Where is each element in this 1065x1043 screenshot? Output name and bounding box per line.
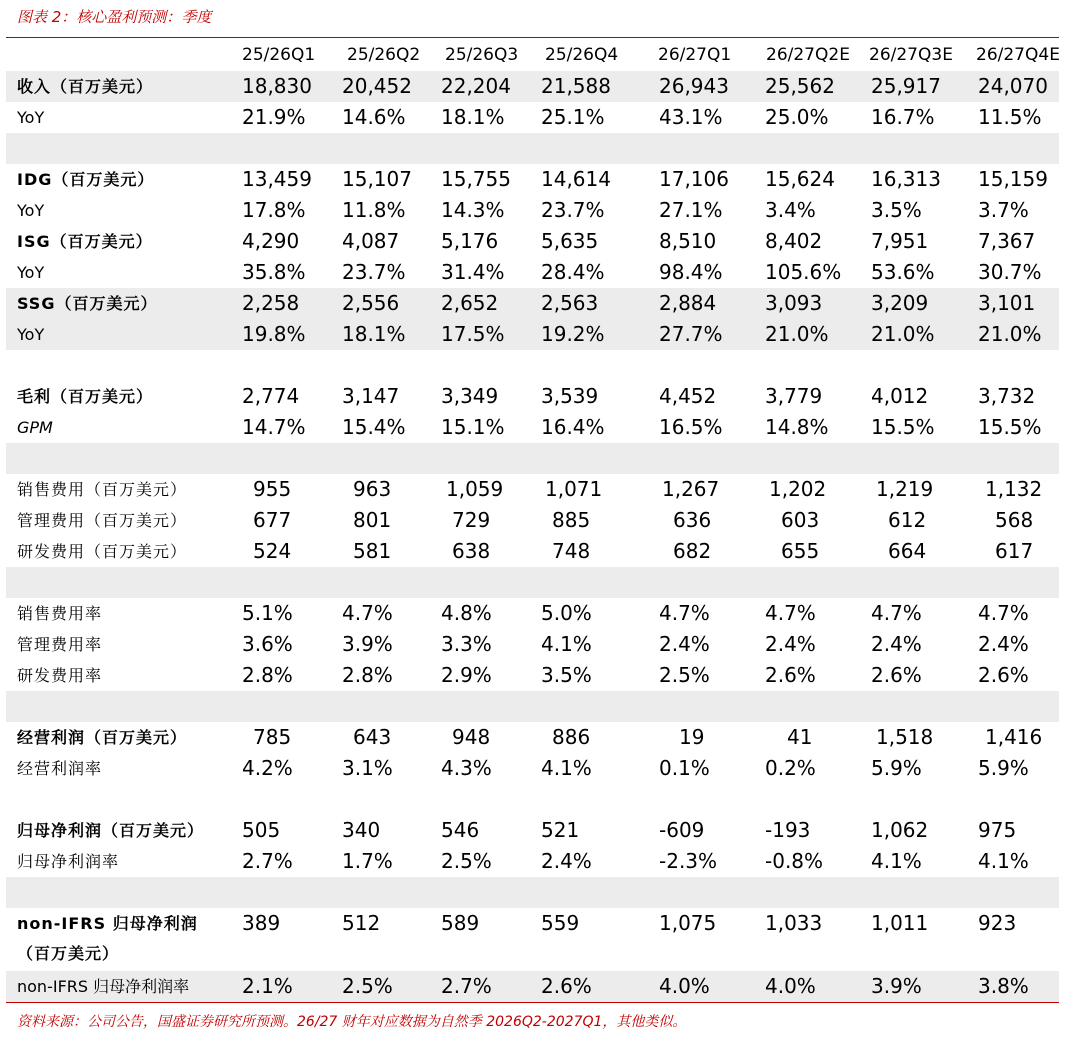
value-cell: 1,075 — [659, 911, 717, 935]
value-cell: 612 — [888, 508, 927, 532]
row-label: SSG（百万美元） — [6, 288, 224, 319]
value-cell: 18,830 — [224, 71, 324, 102]
value-cell: 1,062 — [871, 818, 929, 842]
forecast-table — [6, 40, 1059, 1002]
value-cell: 4.1% — [541, 756, 592, 780]
column-header: 26/27Q1 — [658, 45, 732, 65]
value-cell: 1,416 — [985, 725, 1043, 749]
value-cell: 4.8% — [441, 601, 492, 625]
value-cell: 30.7% — [978, 260, 1042, 284]
value-cell: 4.7% — [871, 601, 922, 625]
row-label: 经营利润率 — [17, 759, 103, 778]
source-note: 资料来源：公司公告，国盛证券研究所预测。26/27 财年对应数据为自然季 2026Q2-2027Q1，其他类似。 — [17, 1014, 687, 1030]
value-cell: 27.7% — [635, 319, 743, 350]
table-row — [6, 753, 1059, 784]
value-cell: 23.7% — [541, 198, 605, 222]
value-cell: 20,452 — [324, 71, 423, 102]
value-cell: 4,012 — [871, 384, 929, 408]
value-cell: 4,087 — [342, 229, 400, 253]
value-cell: 4.7% — [659, 601, 710, 625]
value-cell: 4.1% — [871, 849, 922, 873]
table-row — [6, 164, 1059, 195]
column-header: 25/26Q1 — [242, 45, 316, 65]
value-cell: 22,204 — [423, 71, 523, 102]
value-cell: 16.7% — [871, 105, 935, 129]
value-cell: 2,652 — [423, 288, 523, 319]
value-cell: 1,518 — [876, 725, 934, 749]
table-row — [6, 722, 1059, 753]
value-cell: 7,367 — [978, 229, 1036, 253]
spacer-row — [6, 567, 1059, 598]
value-cell: 4.3% — [441, 756, 492, 780]
value-cell: 581 — [353, 539, 392, 563]
table-row — [6, 71, 1059, 102]
header-label-cell — [6, 40, 224, 71]
value-cell: 2,258 — [224, 288, 324, 319]
value-cell: 568 — [995, 508, 1034, 532]
value-cell: 3.8% — [957, 971, 1059, 1002]
value-cell: 23.7% — [342, 260, 406, 284]
row-label: 研发费用率 — [17, 666, 103, 685]
value-cell: 4.2% — [242, 756, 293, 780]
value-cell: 2.8% — [242, 663, 293, 687]
value-cell: 14.3% — [441, 198, 505, 222]
spacer-row — [6, 350, 1059, 381]
value-cell: 2,563 — [523, 288, 635, 319]
value-cell: 975 — [978, 818, 1017, 842]
value-cell: 15,107 — [342, 167, 412, 191]
value-cell: 15,624 — [765, 167, 835, 191]
column-header: 25/26Q2 — [347, 45, 421, 65]
row-label: 管理费用率 — [17, 635, 103, 654]
value-cell: 885 — [552, 508, 591, 532]
value-cell: 4.7% — [978, 601, 1029, 625]
value-cell: 2.9% — [441, 663, 492, 687]
table-row — [6, 102, 1059, 133]
value-cell: 21.0% — [743, 319, 850, 350]
value-cell: 4.7% — [765, 601, 816, 625]
value-cell: 15.5% — [871, 415, 935, 439]
value-cell: 13,459 — [242, 167, 312, 191]
value-cell: 5.9% — [871, 756, 922, 780]
value-cell: 340 — [342, 818, 381, 842]
row-label: 研发费用（百万美元） — [17, 542, 188, 561]
value-cell: 16,313 — [871, 167, 941, 191]
value-cell: 11.8% — [342, 198, 406, 222]
value-cell: 729 — [452, 508, 491, 532]
table-row — [6, 257, 1059, 288]
value-cell: 677 — [253, 508, 292, 532]
value-cell: 7,951 — [871, 229, 929, 253]
value-cell: 2.4% — [765, 632, 816, 656]
value-cell: 603 — [781, 508, 820, 532]
value-cell: 2.4% — [659, 632, 710, 656]
value-cell: 18.1% — [441, 105, 505, 129]
value-cell: 25.1% — [541, 105, 605, 129]
value-cell: 53.6% — [871, 260, 935, 284]
table-row — [6, 660, 1059, 691]
value-cell: 1,071 — [545, 477, 603, 501]
value-cell: 25,562 — [743, 71, 850, 102]
value-cell: 521 — [541, 818, 580, 842]
bottom-rule — [6, 1002, 1059, 1003]
row-label: ISG（百万美元） — [17, 232, 153, 251]
value-cell: 559 — [541, 911, 580, 935]
value-cell: 21.9% — [242, 105, 306, 129]
value-cell: 14.8% — [765, 415, 829, 439]
value-cell: 15,755 — [441, 167, 511, 191]
value-cell: 25,917 — [850, 71, 957, 102]
value-cell: 8,402 — [765, 229, 823, 253]
value-cell: -609 — [659, 818, 705, 842]
value-cell: 17.5% — [423, 319, 523, 350]
value-cell: 1,011 — [871, 911, 929, 935]
table-row — [6, 474, 1059, 505]
value-cell: 2,884 — [635, 288, 743, 319]
value-cell: 2.6% — [765, 663, 816, 687]
row-label: 毛利（百万美元） — [17, 387, 154, 406]
value-cell: 3.7% — [978, 198, 1029, 222]
column-header: 26/27Q4E — [976, 45, 1060, 65]
value-cell: 3.6% — [242, 632, 293, 656]
value-cell: 8,510 — [659, 229, 717, 253]
value-cell: 11.5% — [978, 105, 1042, 129]
value-cell: 2.5% — [324, 971, 423, 1002]
value-cell: 43.1% — [659, 105, 723, 129]
value-cell: 886 — [552, 725, 591, 749]
value-cell: 15.5% — [978, 415, 1042, 439]
value-cell: 512 — [342, 911, 381, 935]
value-cell: 389 — [242, 911, 281, 935]
value-cell: 3,779 — [765, 384, 823, 408]
value-cell: 17,106 — [659, 167, 729, 191]
value-cell: 3,209 — [850, 288, 957, 319]
value-cell: 1,267 — [662, 477, 720, 501]
value-cell: 2.1% — [224, 971, 324, 1002]
spacer-row — [6, 691, 1059, 722]
value-cell: 617 — [995, 539, 1034, 563]
column-header: 26/27Q2E — [766, 45, 850, 65]
value-cell: 4.1% — [978, 849, 1029, 873]
value-cell: 4.7% — [342, 601, 393, 625]
value-cell: 15,159 — [978, 167, 1048, 191]
value-cell: 28.4% — [541, 260, 605, 284]
value-cell: 2.6% — [871, 663, 922, 687]
value-cell: 2.5% — [659, 663, 710, 687]
value-cell: 4.0% — [635, 971, 743, 1002]
row-label: 销售费用率 — [17, 604, 103, 623]
spacer-row — [6, 133, 1059, 164]
top-rule — [6, 37, 1059, 38]
value-cell: -193 — [765, 818, 811, 842]
value-cell: -2.3% — [659, 849, 718, 873]
value-cell: 0.1% — [659, 756, 710, 780]
value-cell: 25.0% — [765, 105, 829, 129]
value-cell: 35.8% — [242, 260, 306, 284]
value-cell: 4.0% — [743, 971, 850, 1002]
value-cell: 801 — [353, 508, 392, 532]
spacer-row — [6, 443, 1059, 474]
value-cell: 5.1% — [242, 601, 293, 625]
table-row — [6, 598, 1059, 629]
value-cell: 1,033 — [765, 911, 823, 935]
spacer-row — [6, 784, 1059, 815]
value-cell: 15.4% — [342, 415, 406, 439]
value-cell: 2.6% — [978, 663, 1029, 687]
value-cell: 1,202 — [769, 477, 827, 501]
row-label: 管理费用（百万美元） — [17, 511, 188, 530]
value-cell: 643 — [353, 725, 392, 749]
value-cell: 14.6% — [342, 105, 406, 129]
value-cell: 2.4% — [978, 632, 1029, 656]
value-cell: 5,635 — [541, 229, 599, 253]
value-cell: 3,101 — [957, 288, 1059, 319]
figure-title: 图表 2：核心盈利预测：季度 — [17, 8, 212, 26]
value-cell: 24,070 — [957, 71, 1059, 102]
value-cell: 1,059 — [446, 477, 504, 501]
row-label: IDG（百万美元） — [17, 170, 155, 189]
value-cell: 3,732 — [978, 384, 1036, 408]
value-cell: 3.3% — [441, 632, 492, 656]
spacer-row — [6, 877, 1059, 908]
value-cell: 4,290 — [242, 229, 300, 253]
value-cell: 2.4% — [871, 632, 922, 656]
value-cell: 19.2% — [523, 319, 635, 350]
row-label: YoY — [17, 263, 45, 282]
row-label: 经营利润（百万美元） — [17, 728, 188, 747]
row-label: YoY — [17, 108, 45, 127]
value-cell: 1,132 — [985, 477, 1043, 501]
value-cell: 2.8% — [342, 663, 393, 687]
value-cell: 3.5% — [871, 198, 922, 222]
value-cell: 2.6% — [523, 971, 635, 1002]
row-label: non-IFRS 归母净利润（百万美元） — [17, 914, 198, 963]
value-cell: 682 — [673, 539, 712, 563]
value-cell: 524 — [253, 539, 292, 563]
value-cell: 4.1% — [541, 632, 592, 656]
row-label: YoY — [6, 319, 224, 350]
table-row — [6, 195, 1059, 226]
value-cell: 3.1% — [342, 756, 393, 780]
value-cell: 748 — [552, 539, 591, 563]
table-row — [6, 319, 1059, 350]
value-cell: 105.6% — [765, 260, 842, 284]
value-cell: 2.7% — [423, 971, 523, 1002]
value-cell: 5.0% — [541, 601, 592, 625]
value-cell: 785 — [253, 725, 292, 749]
value-cell: 4,452 — [659, 384, 717, 408]
column-header: 26/27Q3E — [869, 45, 953, 65]
value-cell: 27.1% — [659, 198, 723, 222]
value-cell: 2.7% — [242, 849, 293, 873]
value-cell: 638 — [452, 539, 491, 563]
value-cell: 955 — [253, 477, 292, 501]
table-row — [6, 505, 1059, 536]
row-label: 归母净利润率 — [17, 852, 120, 871]
value-cell: 546 — [441, 818, 480, 842]
table-row — [6, 815, 1059, 846]
row-label: 归母净利润（百万美元） — [17, 821, 205, 840]
value-cell: 0.2% — [765, 756, 816, 780]
value-cell: 2,774 — [242, 384, 300, 408]
value-cell: 21.0% — [957, 319, 1059, 350]
table-row — [6, 908, 1059, 971]
row-label: GPM — [17, 418, 53, 437]
value-cell: 18.1% — [324, 319, 423, 350]
value-cell: 14.7% — [242, 415, 306, 439]
value-cell: 15.1% — [441, 415, 505, 439]
value-cell: 3,093 — [743, 288, 850, 319]
row-label: non-IFRS 归母净利润率 — [6, 971, 224, 1002]
row-label: 销售费用（百万美元） — [17, 480, 188, 499]
column-header: 25/26Q4 — [545, 45, 619, 65]
value-cell: 3.5% — [541, 663, 592, 687]
value-cell: 589 — [441, 911, 480, 935]
value-cell: 3.9% — [342, 632, 393, 656]
table-row — [6, 412, 1059, 443]
value-cell: 21.0% — [850, 319, 957, 350]
value-cell: 16.5% — [659, 415, 723, 439]
table-row — [6, 381, 1059, 412]
table-row — [6, 226, 1059, 257]
value-cell: 19 — [679, 725, 705, 749]
value-cell: 664 — [888, 539, 927, 563]
value-cell: 2,556 — [324, 288, 423, 319]
value-cell: 21,588 — [523, 71, 635, 102]
value-cell: 14,614 — [541, 167, 611, 191]
value-cell: 655 — [781, 539, 820, 563]
column-header: 25/26Q3 — [445, 45, 519, 65]
value-cell: 963 — [353, 477, 392, 501]
value-cell: 5.9% — [978, 756, 1029, 780]
table-row — [6, 536, 1059, 567]
value-cell: 31.4% — [441, 260, 505, 284]
value-cell: 1.7% — [342, 849, 393, 873]
value-cell: 948 — [452, 725, 491, 749]
value-cell: 17.8% — [242, 198, 306, 222]
value-cell: 5,176 — [441, 229, 499, 253]
value-cell: 98.4% — [659, 260, 723, 284]
value-cell: 3,539 — [541, 384, 599, 408]
value-cell: 16.4% — [541, 415, 605, 439]
table-row — [6, 846, 1059, 877]
value-cell: 1,219 — [876, 477, 934, 501]
value-cell: 3.4% — [765, 198, 816, 222]
table-row — [6, 629, 1059, 660]
value-cell: 2.5% — [441, 849, 492, 873]
value-cell: 26,943 — [635, 71, 743, 102]
table-row — [6, 971, 1059, 1002]
row-label: YoY — [17, 201, 45, 220]
value-cell: 636 — [673, 508, 712, 532]
value-cell: 3.9% — [850, 971, 957, 1002]
value-cell: 41 — [787, 725, 813, 749]
value-cell: 505 — [242, 818, 281, 842]
row-label: 收入（百万美元） — [6, 71, 224, 102]
value-cell: 923 — [978, 911, 1017, 935]
value-cell: 3,349 — [441, 384, 499, 408]
value-cell: 19.8% — [224, 319, 324, 350]
value-cell: 3,147 — [342, 384, 400, 408]
table-row — [6, 288, 1059, 319]
value-cell: 2.4% — [541, 849, 592, 873]
header-row — [6, 40, 1059, 71]
value-cell: -0.8% — [765, 849, 824, 873]
